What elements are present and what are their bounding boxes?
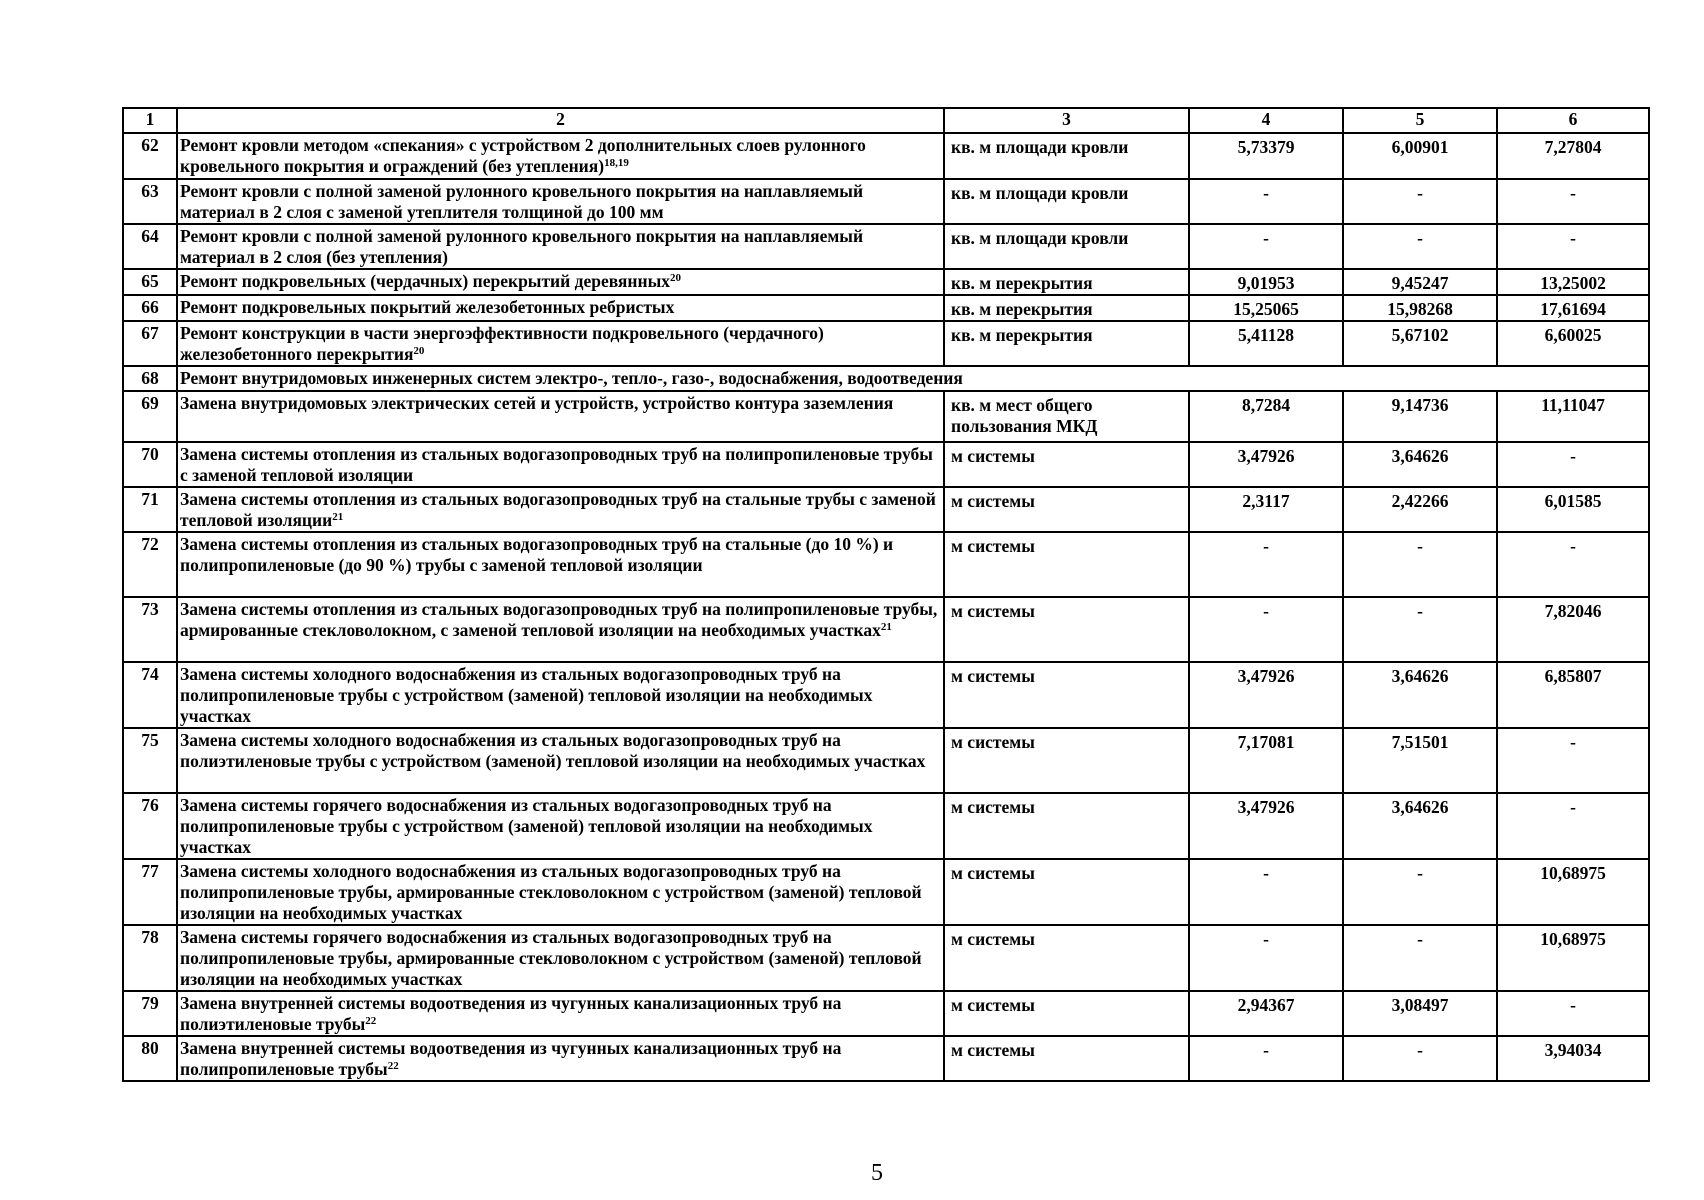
value-col-6: - (1497, 442, 1649, 487)
value-col-4: - (1189, 1036, 1343, 1081)
value-col-4: - (1189, 179, 1343, 224)
value-col-5: 9,45247 (1343, 269, 1497, 295)
row-number: 64 (123, 224, 177, 269)
value-col-5: - (1343, 1036, 1497, 1081)
work-description-text: Ремонт конструкции в части энергоэффективности подкровельного (чердачного) железобетонного перекрытия (180, 323, 824, 364)
value-col-4: 15,25065 (1189, 295, 1343, 321)
work-description-text: Ремонт подкровельных (чердачных) перекрытий деревянных (180, 271, 670, 291)
work-description-text: Ремонт подкровельных покрытий железобетонных ребристых (180, 297, 675, 317)
page-number: 5 (871, 1160, 883, 1186)
value-col-6: - (1497, 179, 1649, 224)
value-col-5: 5,67102 (1343, 321, 1497, 366)
value-col-6: 6,85807 (1497, 662, 1649, 728)
unit-of-measure: кв. м мест общего пользования МКД (944, 391, 1189, 442)
value-col-5: - (1343, 925, 1497, 991)
footnote-ref: 21 (880, 621, 892, 633)
unit-of-measure: м системы (944, 597, 1189, 662)
value-col-4: - (1189, 925, 1343, 991)
header-row (123, 108, 1649, 133)
table-row (123, 925, 1649, 991)
value-col-4: 3,47926 (1189, 793, 1343, 859)
value-col-4: 5,73379 (1189, 133, 1343, 179)
unit-of-measure: м системы (944, 1036, 1189, 1081)
rates-table (122, 107, 1650, 1082)
footnote-ref: 20 (413, 345, 425, 357)
row-number: 72 (123, 532, 177, 597)
row-number: 67 (123, 321, 177, 366)
work-description (177, 366, 1649, 391)
row-number: 75 (123, 728, 177, 793)
unit-of-measure: м системы (944, 442, 1189, 487)
value-col-6: - (1497, 793, 1649, 859)
work-description-text: Замена системы горячего водоснабжения из стальных водогазопроводных труб на полипропиленовые трубы, армированные стекловолокном с устройством (заменой) тепловой изоляции на необходимых участках (180, 927, 922, 989)
header-cell-4: 4 (1189, 108, 1343, 133)
value-col-5: 3,64626 (1343, 793, 1497, 859)
table-row (123, 179, 1649, 224)
work-description-text: Замена внутридомовых электрических сетей и устройств, устройство контура заземления (180, 393, 894, 413)
work-description (177, 859, 944, 925)
value-col-6: 17,61694 (1497, 295, 1649, 321)
work-description (177, 925, 944, 991)
work-description (177, 269, 944, 295)
unit-of-measure: м системы (944, 662, 1189, 728)
value-col-6: 10,68975 (1497, 925, 1649, 991)
row-number: 63 (123, 179, 177, 224)
work-description-text: Замена системы холодного водоснабжения из стальных водогазопроводных труб на полипропиленовые трубы, армированные стекловолокном с устройством (заменой) тепловой изоляции на необходимых участках (180, 861, 922, 923)
row-number: 77 (123, 859, 177, 925)
value-col-5: 2,42266 (1343, 487, 1497, 532)
value-col-5: - (1343, 224, 1497, 269)
value-col-6: 13,25002 (1497, 269, 1649, 295)
value-col-4: - (1189, 224, 1343, 269)
value-col-4: - (1189, 597, 1343, 662)
value-col-4: 5,41128 (1189, 321, 1343, 366)
row-number: 62 (123, 133, 177, 179)
unit-of-measure: м системы (944, 991, 1189, 1036)
work-description-text: Ремонт внутридомовых инженерных систем электро-, тепло-, газо-, водоснабжения, водоотведения (180, 368, 963, 388)
work-description (177, 133, 944, 179)
unit-of-measure: кв. м перекрытия (944, 321, 1189, 366)
unit-of-measure: кв. м перекрытия (944, 295, 1189, 321)
unit-of-measure: кв. м перекрытия (944, 269, 1189, 295)
work-description (177, 321, 944, 366)
work-description-text: Замена системы отопления из стальных водогазопроводных труб на стальные (до 10 %) и полипропиленовые (до 90 %) трубы с заменой тепловой изоляции (180, 534, 894, 575)
table-row (123, 487, 1649, 532)
value-col-4: - (1189, 532, 1343, 597)
work-description-text: Замена внутренней системы водоотведения из чугунных канализационных труб на полиэтиленовые трубы (180, 993, 842, 1034)
value-col-4: 2,3117 (1189, 487, 1343, 532)
table-row (123, 295, 1649, 321)
table-row (123, 133, 1649, 179)
table-row (123, 321, 1649, 366)
value-col-6: 11,11047 (1497, 391, 1649, 442)
unit-of-measure: м системы (944, 487, 1189, 532)
row-number: 70 (123, 442, 177, 487)
table-row (123, 1036, 1649, 1081)
value-col-4: - (1189, 859, 1343, 925)
work-description (177, 662, 944, 728)
footnote-ref: 22 (387, 1060, 399, 1072)
work-description-text: Замена системы горячего водоснабжения из стальных водогазопроводных труб на полипропиленовые трубы с устройством (заменой) тепловой изоляции на необходимых участках (180, 795, 873, 857)
work-description-text: Замена системы отопления из стальных водогазопроводных труб на полипропиленовые трубы, армированные стекловолокном, с заменой тепловой изоляции на необходимых участках (180, 599, 938, 640)
value-col-4: 3,47926 (1189, 442, 1343, 487)
value-col-6: 3,94034 (1497, 1036, 1649, 1081)
work-description-text: Замена системы отопления из стальных водогазопроводных труб на полипропиленовые трубы с заменой тепловой изоляции (180, 444, 933, 485)
table-row (123, 366, 1649, 391)
table-row (123, 662, 1649, 728)
value-col-5: 3,08497 (1343, 991, 1497, 1036)
work-description-text: Замена внутренней системы водоотведения из чугунных канализационных труб на полипропиленовые трубы (180, 1038, 842, 1079)
work-description (177, 597, 944, 662)
unit-of-measure: м системы (944, 728, 1189, 793)
unit-of-measure: м системы (944, 532, 1189, 597)
row-number: 68 (123, 366, 177, 391)
value-col-6: - (1497, 532, 1649, 597)
table-row (123, 597, 1649, 662)
work-description-text: Ремонт кровли с полной заменой рулонного кровельного покрытия на наплавляемый материал в 2 слоя с заменой утеплителя толщиной до 100 мм (180, 181, 864, 222)
table-row (123, 859, 1649, 925)
work-description-text: Замена системы холодного водоснабжения из стальных водогазопроводных труб на полипропиленовые трубы с устройством (заменой) тепловой изоляции на необходимых участках (180, 664, 873, 726)
value-col-5: - (1343, 859, 1497, 925)
header-cell-1: 1 (123, 108, 177, 133)
unit-of-measure: м системы (944, 859, 1189, 925)
unit-of-measure: кв. м площади кровли (944, 224, 1189, 269)
work-description (177, 179, 944, 224)
unit-of-measure: кв. м площади кровли (944, 179, 1189, 224)
row-number: 78 (123, 925, 177, 991)
value-col-6: 6,60025 (1497, 321, 1649, 366)
work-description (177, 487, 944, 532)
value-col-6: - (1497, 728, 1649, 793)
value-col-4: 8,7284 (1189, 391, 1343, 442)
value-col-4: 7,17081 (1189, 728, 1343, 793)
footnote-ref: 18,19 (604, 157, 629, 169)
table-body (123, 108, 1649, 1081)
value-col-4: 2,94367 (1189, 991, 1343, 1036)
row-number: 80 (123, 1036, 177, 1081)
value-col-6: - (1497, 991, 1649, 1036)
work-description-text: Замена системы холодного водоснабжения из стальных водогазопроводных труб на полиэтиленовые трубы с устройством (заменой) тепловой изоляции на необходимых участках (180, 730, 926, 771)
row-number: 74 (123, 662, 177, 728)
work-description (177, 728, 944, 793)
work-description (177, 224, 944, 269)
header-cell-3: 3 (944, 108, 1189, 133)
row-number: 65 (123, 269, 177, 295)
work-description (177, 295, 944, 321)
row-number: 79 (123, 991, 177, 1036)
work-description (177, 391, 944, 442)
header-cell-5: 5 (1343, 108, 1497, 133)
work-description-text: Ремонт кровли с полной заменой рулонного кровельного покрытия на наплавляемый материал в 2 слоя (без утепления) (180, 226, 864, 267)
table-row (123, 991, 1649, 1036)
value-col-5: 15,98268 (1343, 295, 1497, 321)
work-description (177, 991, 944, 1036)
header-cell-2: 2 (177, 108, 944, 133)
value-col-4: 3,47926 (1189, 662, 1343, 728)
footnote-ref: 21 (332, 511, 344, 523)
work-description (177, 793, 944, 859)
unit-of-measure: кв. м площади кровли (944, 133, 1189, 179)
table-row (123, 269, 1649, 295)
header-cell-6: 6 (1497, 108, 1649, 133)
unit-of-measure: м системы (944, 925, 1189, 991)
row-number: 66 (123, 295, 177, 321)
value-col-6: 6,01585 (1497, 487, 1649, 532)
table-row (123, 728, 1649, 793)
table-row (123, 224, 1649, 269)
value-col-6: 7,27804 (1497, 133, 1649, 179)
unit-of-measure: м системы (944, 793, 1189, 859)
table-row (123, 442, 1649, 487)
footnote-ref: 20 (669, 272, 681, 284)
work-description (177, 442, 944, 487)
value-col-5: 7,51501 (1343, 728, 1497, 793)
value-col-5: - (1343, 532, 1497, 597)
row-number: 73 (123, 597, 177, 662)
table-row (123, 391, 1649, 442)
footnote-ref: 22 (365, 1015, 377, 1027)
value-col-5: 9,14736 (1343, 391, 1497, 442)
work-description-text: Ремонт кровли методом «спекания» с устройством 2 дополнительных слоев рулонного кровельного покрытия и ограждений (без утепления) (180, 135, 866, 176)
row-number: 71 (123, 487, 177, 532)
row-number: 69 (123, 391, 177, 442)
work-description (177, 1036, 944, 1081)
table-row (123, 532, 1649, 597)
value-col-5: - (1343, 597, 1497, 662)
work-description (177, 532, 944, 597)
work-description-text: Замена системы отопления из стальных водогазопроводных труб на стальные трубы с заменой тепловой изоляции (180, 489, 936, 530)
value-col-6: - (1497, 224, 1649, 269)
table-row (123, 793, 1649, 859)
row-number: 76 (123, 793, 177, 859)
value-col-6: 7,82046 (1497, 597, 1649, 662)
value-col-5: 3,64626 (1343, 662, 1497, 728)
value-col-5: - (1343, 179, 1497, 224)
value-col-5: 6,00901 (1343, 133, 1497, 179)
value-col-4: 9,01953 (1189, 269, 1343, 295)
value-col-6: 10,68975 (1497, 859, 1649, 925)
value-col-5: 3,64626 (1343, 442, 1497, 487)
